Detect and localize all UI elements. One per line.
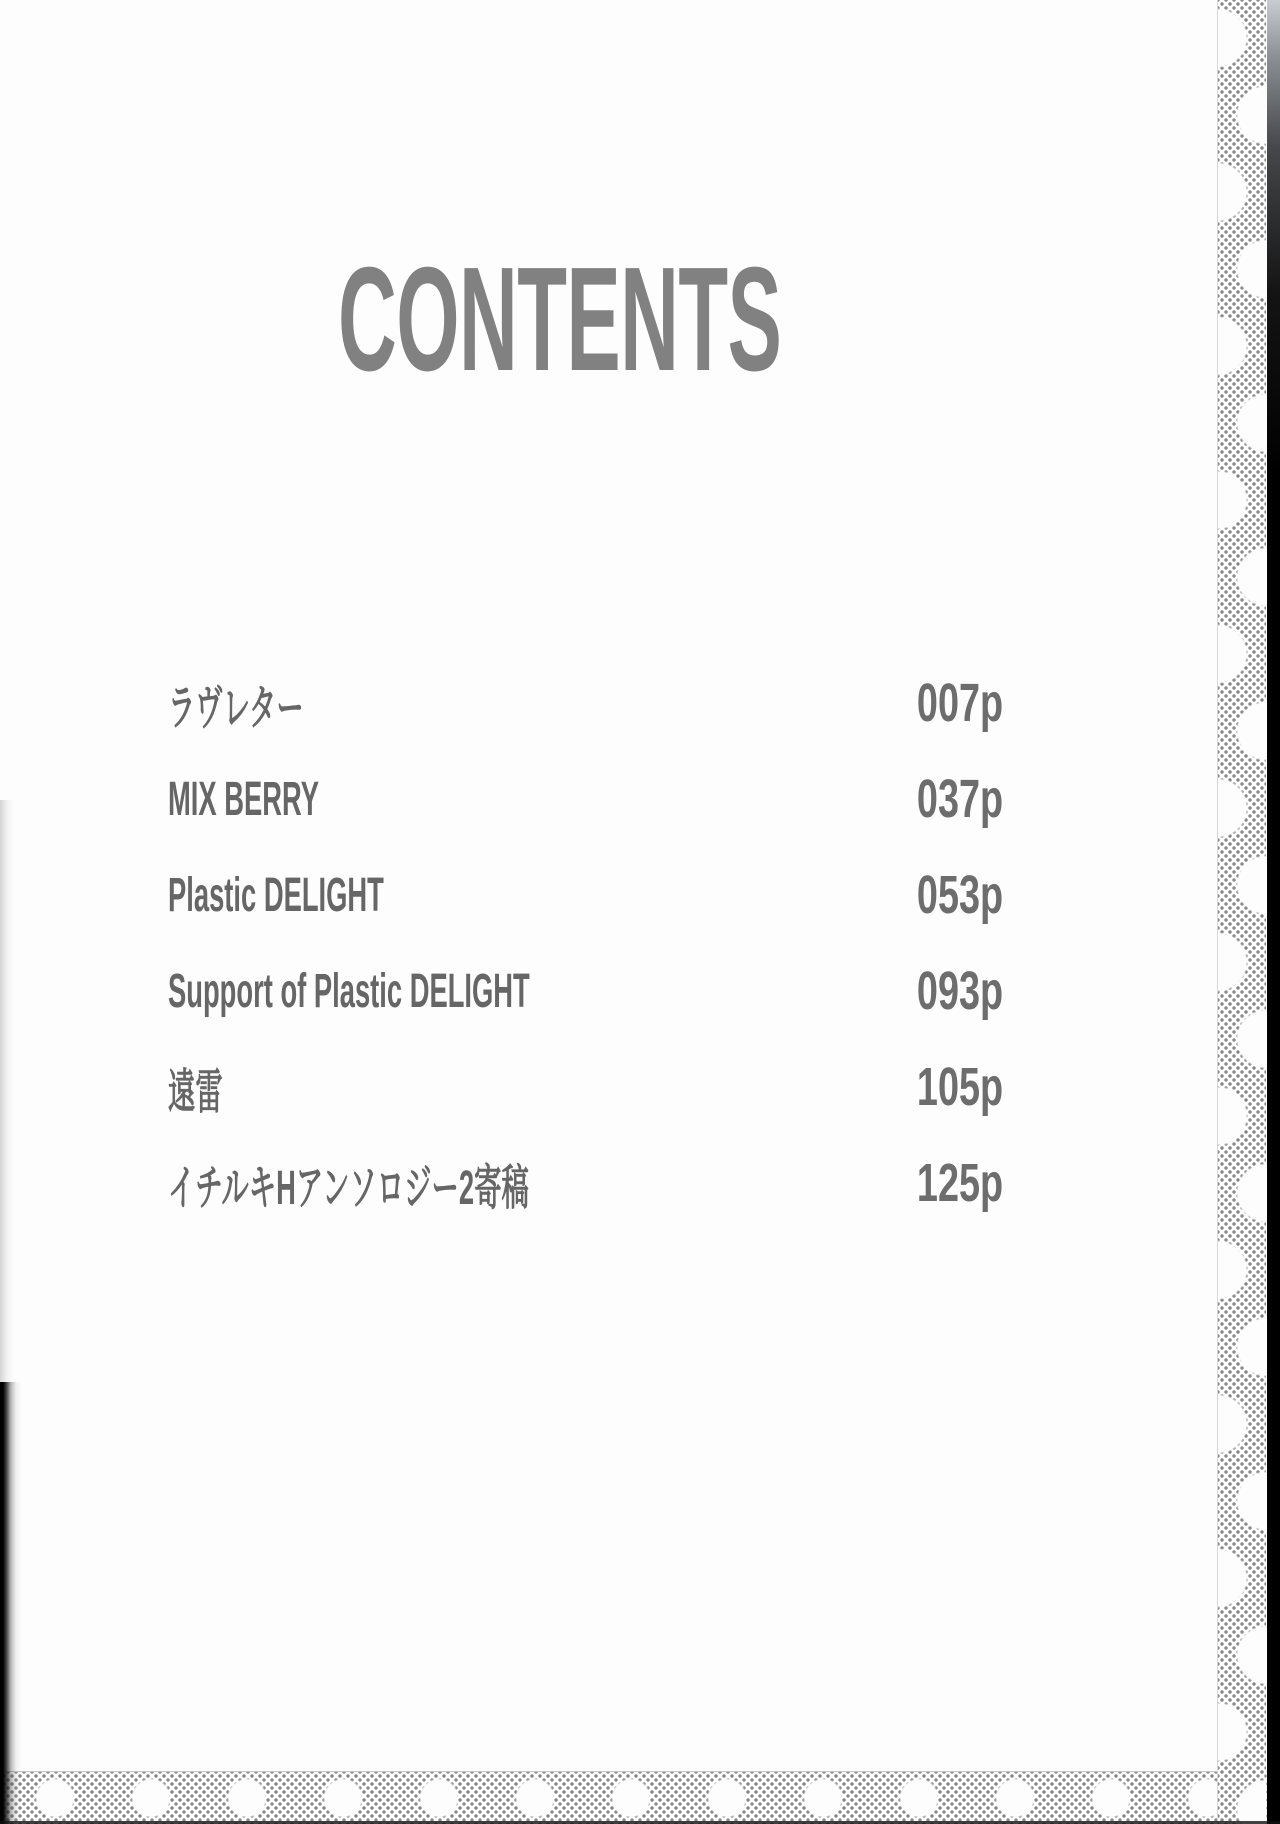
toc-item-title: MIX BERRY: [168, 772, 320, 826]
toc-row: [168, 1135, 1003, 1231]
right-scan-edge: [1267, 0, 1280, 1824]
toc-item-page: 105p: [916, 1057, 1003, 1117]
toc-row: [168, 751, 1003, 847]
toc-row: [168, 943, 1003, 1039]
left-scan-edge: [0, 1382, 22, 1824]
toc-item-page: 007p: [916, 673, 1003, 733]
toc-item-page: 093p: [916, 961, 1003, 1021]
left-scan-edge-shadow: [0, 800, 14, 1385]
toc-item-page: 037p: [916, 769, 1003, 829]
toc-item-page: 053p: [916, 865, 1003, 925]
toc-item-title: イチルキHアンソロジー2寄稿: [168, 1161, 529, 1215]
bottom-lace-border: [0, 1771, 1280, 1824]
toc-item-title: ラヴレター: [168, 681, 304, 735]
toc-row: [168, 1039, 1003, 1135]
toc-row: [168, 847, 1003, 943]
table-of-contents: [168, 655, 1003, 1231]
toc-item-page: 125p: [916, 1153, 1003, 1213]
toc-item-title: Plastic DELIGHT: [168, 868, 384, 922]
toc-row: [168, 655, 1003, 751]
toc-item-title: Support of Plastic DELIGHT: [168, 964, 530, 1018]
right-lace-border: [1217, 0, 1266, 1824]
toc-item-title: 遠雷: [168, 1065, 223, 1119]
page-title: CONTENTS: [338, 237, 782, 402]
